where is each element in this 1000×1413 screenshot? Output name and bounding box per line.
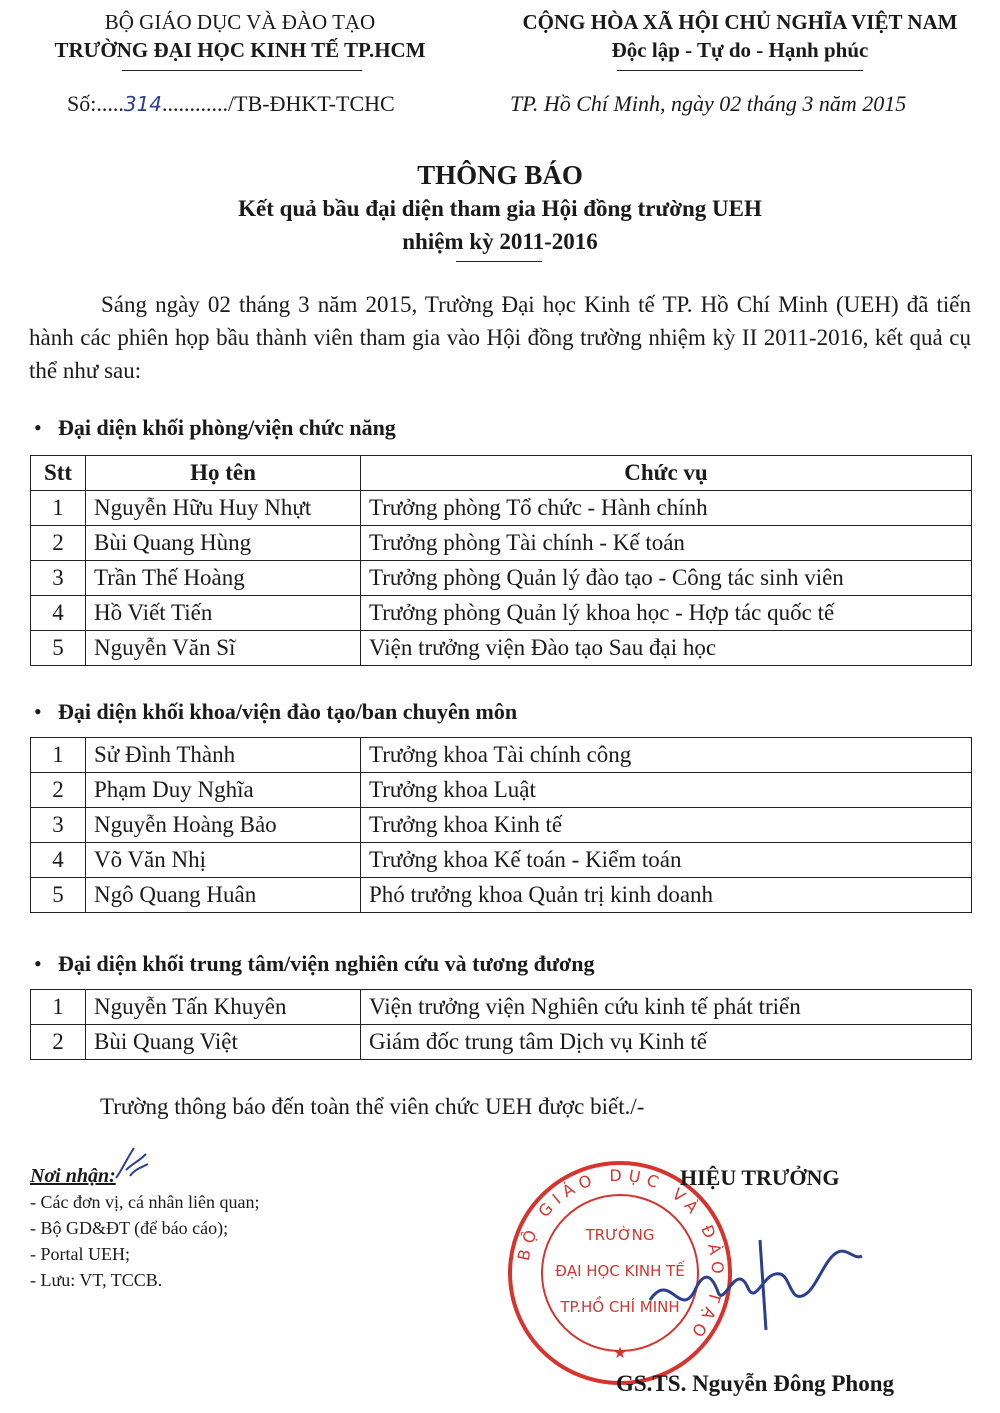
closing-statement: Trường thông báo đến toàn thể viên chức UEH được biết./-	[100, 1094, 645, 1119]
stt-cell: 5	[31, 878, 86, 913]
issuer-underline	[122, 70, 362, 71]
document-term: nhiệm kỳ 2011-2016	[402, 229, 598, 254]
table-row	[31, 491, 972, 526]
bullet-icon: •	[34, 415, 42, 440]
role-cell: Phó trưởng khoa Quản trị kinh doanh	[361, 878, 972, 913]
role-cell: Viện trưởng viện Đào tạo Sau đại học	[361, 631, 972, 666]
document-title: THÔNG BÁO	[417, 160, 583, 190]
document-number	[67, 91, 395, 117]
functional-offices-table	[30, 455, 972, 666]
name-cell: Sử Đình Thành	[86, 738, 361, 773]
section-heading-faculties	[34, 699, 517, 725]
name-cell: Ngô Quang Huân	[86, 878, 361, 913]
table-row	[31, 878, 972, 913]
ministry-name: BỘ GIÁO DỤC VÀ ĐÀO TẠO	[104, 10, 376, 34]
recipients-heading: Nơi nhận:	[30, 1165, 116, 1187]
bullet-icon: •	[34, 699, 42, 724]
col-stt: Stt	[31, 456, 86, 491]
table-row	[31, 773, 972, 808]
table-row	[31, 990, 972, 1025]
stt-cell: 1	[31, 990, 86, 1025]
seal-line-2: ĐẠI HỌC KINH TẾ	[555, 1262, 685, 1280]
role-cell: Giám đốc trung tâm Dịch vụ Kinh tế	[361, 1025, 972, 1060]
stt-cell: 2	[31, 1025, 86, 1060]
role-cell: Trưởng khoa Tài chính công	[361, 738, 972, 773]
role-cell: Viện trưởng viện Nghiên cứu kinh tế phát triển	[361, 990, 972, 1025]
name-cell: Nguyễn Hoàng Bảo	[86, 808, 361, 843]
table-row	[31, 843, 972, 878]
table-row	[31, 738, 972, 773]
name-cell: Nguyễn Hữu Huy Nhựt	[86, 491, 361, 526]
name-cell: Võ Văn Nhị	[86, 843, 361, 878]
name-cell: Nguyễn Tấn Khuyên	[86, 990, 361, 1025]
stt-cell: 1	[31, 491, 86, 526]
col-role: Chức vụ	[361, 456, 972, 491]
seal-line-3: TP.HỒ CHÍ MINH	[560, 1298, 680, 1316]
document-subtitle: Kết quả bầu đại diện tham gia Hội đồng trường UEH	[238, 196, 762, 221]
motto-underline	[617, 70, 863, 71]
national-motto: Độc lập - Tự do - Hạnh phúc	[611, 38, 869, 62]
role-cell: Trưởng khoa Kế toán - Kiểm toán	[361, 843, 972, 878]
intro-paragraph: Sáng ngày 02 tháng 3 năm 2015, Trường Đại học Kinh tế TP. Hồ Chí Minh (UEH) đã tiến hành các phiên họp bầu thành viên tham gia vào Hội đồng trường nhiệm kỳ II 2011-2016, kết quả cụ thể như sau:	[29, 292, 971, 383]
stt-cell: 2	[31, 773, 86, 808]
signature-icon	[640, 1230, 870, 1340]
research-centers-table	[30, 989, 972, 1060]
signatory-title: HIỆU TRƯỞNG	[680, 1165, 840, 1190]
doc-no-handwritten: 314	[123, 92, 163, 116]
table-row	[31, 808, 972, 843]
issuer-block	[40, 8, 440, 64]
name-cell: Bùi Quang Hùng	[86, 526, 361, 561]
section-heading-research-centers	[34, 951, 594, 977]
doc-no-dots: .....	[96, 91, 124, 116]
table-row	[31, 526, 972, 561]
issue-date: TP. Hồ Chí Minh, ngày 02 tháng 3 năm 2015	[510, 91, 907, 116]
initial-mark-icon	[112, 1140, 152, 1190]
role-cell: Trưởng phòng Tổ chức - Hành chính	[361, 491, 972, 526]
doc-no-prefix: Số:	[67, 91, 97, 116]
role-cell: Trưởng khoa Luật	[361, 773, 972, 808]
recipient-item: - Các đơn vị, cá nhân liên quan;	[30, 1192, 260, 1212]
stt-cell: 5	[31, 631, 86, 666]
table-row	[31, 1025, 972, 1060]
stt-cell: 3	[31, 808, 86, 843]
role-cell: Trưởng phòng Quản lý đào tạo - Công tác sinh viên	[361, 561, 972, 596]
section-heading-text: Đại diện khối phòng/viện chức năng	[58, 415, 396, 440]
table-row	[31, 561, 972, 596]
recipient-item: - Portal UEH;	[30, 1244, 130, 1264]
bullet-icon: •	[34, 951, 42, 976]
seal-star-icon: ★	[612, 1345, 628, 1362]
university-name: TRƯỜNG ĐẠI HỌC KINH TẾ TP.HCM	[54, 38, 426, 62]
name-cell: Phạm Duy Nghĩa	[86, 773, 361, 808]
seal-line-1: TRƯỜNG	[585, 1226, 655, 1244]
role-cell: Trưởng phòng Tài chính - Kế toán	[361, 526, 972, 561]
signatory-name: GS.TS. Nguyễn Đông Phong	[616, 1371, 894, 1396]
section-heading-text: Đại diện khối trung tâm/viện nghiên cứu và tương đương	[58, 951, 595, 976]
faculties-table	[30, 737, 972, 913]
section-heading-text: Đại diện khối khoa/viện đào tạo/ban chuyên môn	[58, 699, 518, 724]
table-row	[31, 596, 972, 631]
country-name: CỘNG HÒA XÃ HỘI CHỦ NGHĨA VIỆT NAM	[522, 10, 958, 34]
seal-ring-text: BỘ GIÁO DỤC VÀ ĐÀO TẠO	[513, 1165, 728, 1346]
name-cell: Hồ Viết Tiến	[86, 596, 361, 631]
doc-no-suffix: ............/TB-ĐHKT-TCHC	[162, 91, 395, 116]
stt-cell: 4	[31, 596, 86, 631]
role-cell: Trưởng khoa Kinh tế	[361, 808, 972, 843]
recipient-item: - Lưu: VT, TCCB.	[30, 1270, 163, 1290]
stt-cell: 4	[31, 843, 86, 878]
table-row	[31, 631, 972, 666]
section-heading-functional-offices	[34, 415, 396, 441]
national-header	[490, 8, 990, 64]
name-cell: Trần Thế Hoàng	[86, 561, 361, 596]
role-cell: Trưởng phòng Quản lý khoa học - Hợp tác quốc tế	[361, 596, 972, 631]
recipient-item: - Bộ GD&ĐT (để báo cáo);	[30, 1218, 229, 1238]
name-cell: Bùi Quang Việt	[86, 1025, 361, 1060]
stt-cell: 1	[31, 738, 86, 773]
stt-cell: 2	[31, 526, 86, 561]
title-underline	[456, 261, 542, 262]
stt-cell: 3	[31, 561, 86, 596]
name-cell: Nguyễn Văn Sĩ	[86, 631, 361, 666]
table-header-row	[31, 456, 972, 491]
col-name: Họ tên	[86, 456, 361, 491]
